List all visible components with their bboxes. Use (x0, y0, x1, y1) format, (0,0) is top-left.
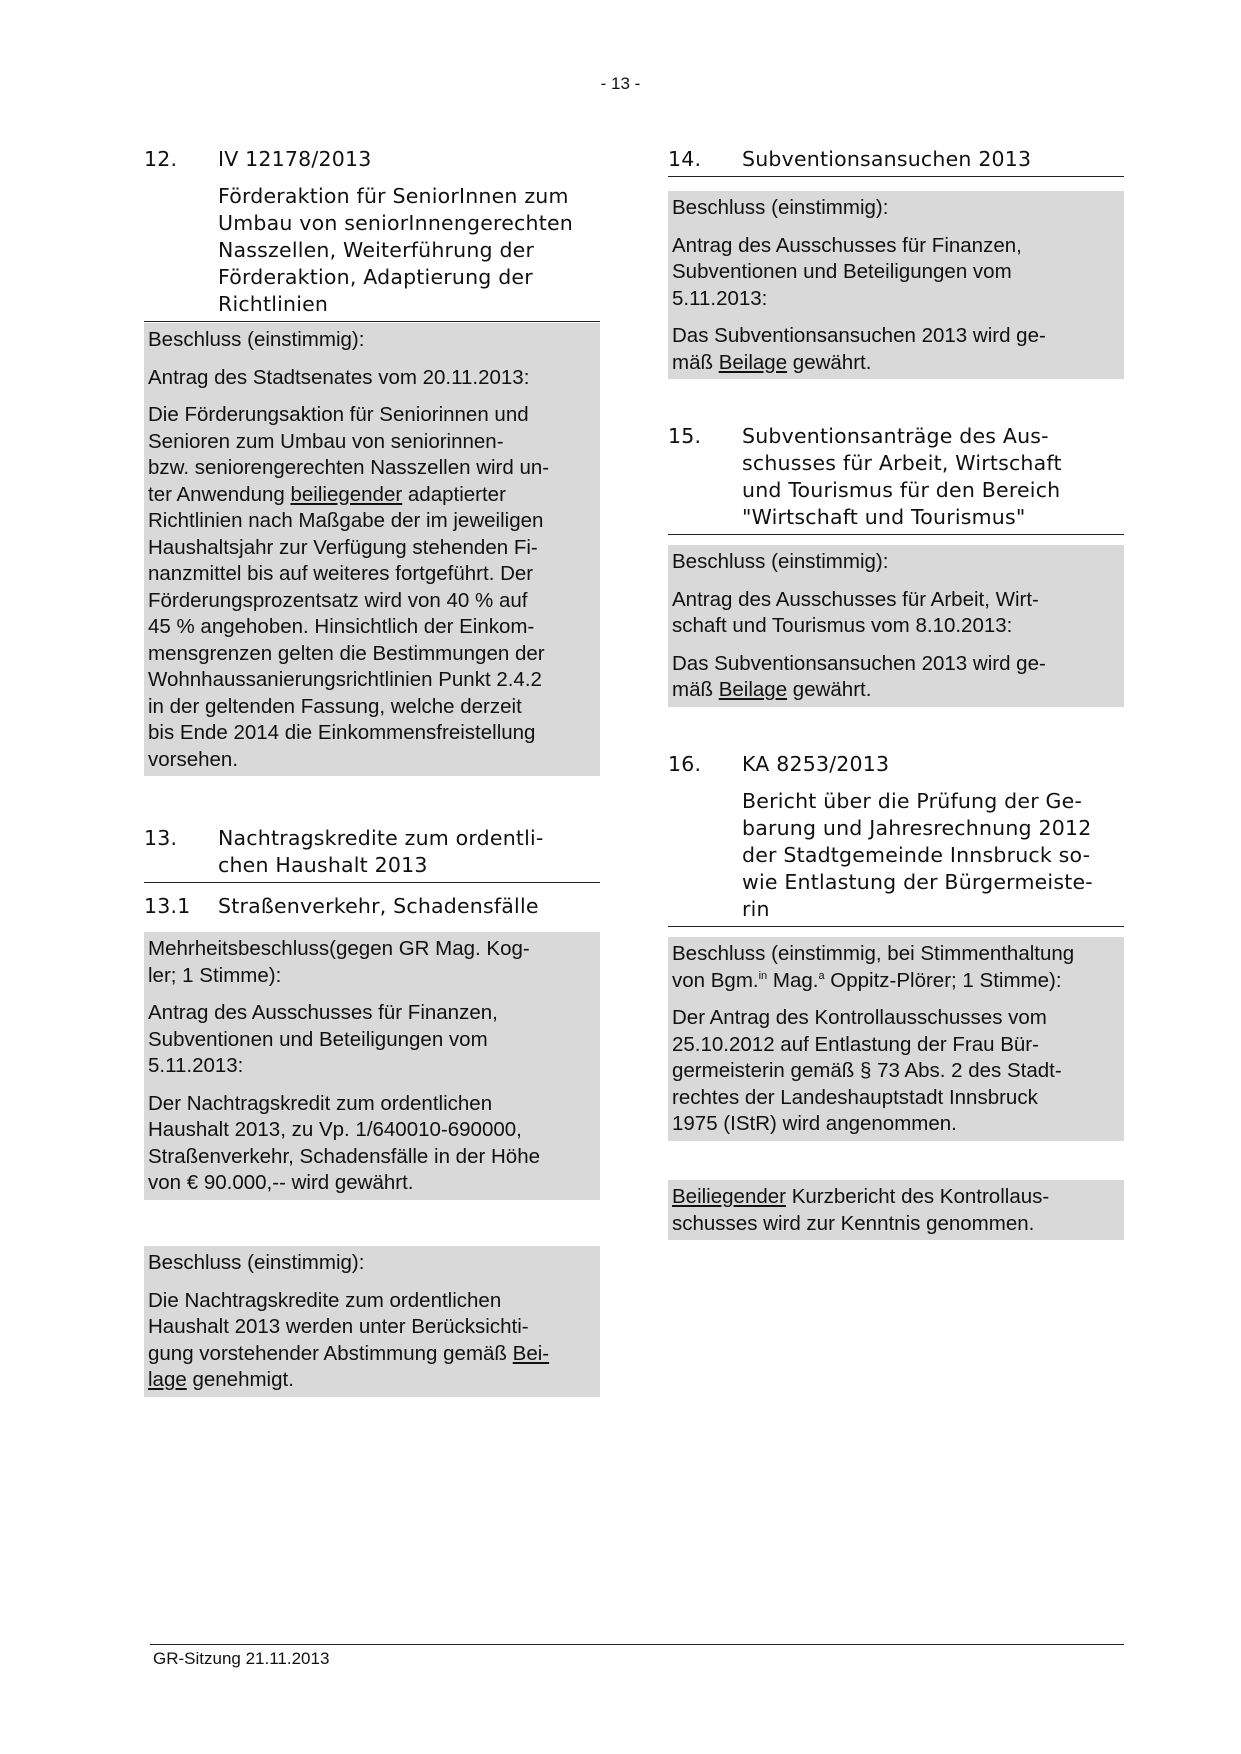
text-line: 5.11.2013: (148, 1054, 244, 1077)
text-line: ler; 1 Stimme): (148, 963, 282, 987)
section-16-note-box (668, 1180, 1124, 1240)
section-15-resolution-box (668, 545, 1124, 707)
text-line: vorsehen. (148, 747, 239, 771)
text-line: adaptierter (407, 482, 506, 506)
section-16-heading (668, 751, 1124, 778)
text-line: in der geltenden Fassung, welche derzeit (148, 694, 522, 718)
text-line: Das Subventionsansuchen 2013 wird ge- (672, 651, 1046, 675)
attachment-link[interactable]: Beilage (718, 678, 788, 701)
title-line: Nachtragskredite zum ordentli- (218, 826, 544, 850)
text-line: Beschluss (einstimmig, bei Stimmenthaltung (672, 942, 1075, 965)
section-16-resolution-box (668, 937, 1124, 1141)
attachment-link[interactable]: beiliegender (290, 482, 403, 506)
subtitle-line: Nasszellen, Weiterführung der (218, 238, 535, 262)
resolution-text (672, 323, 1120, 376)
subsection-number: 13.1 (144, 894, 191, 918)
text-line: schaft und Tourismus vom 8.10.2013: (672, 614, 1013, 637)
text-line: Oppitz-Plörer; 1 Stimme): (830, 968, 1062, 992)
text-line: bis Ende 2014 die Einkommensfreistellung (148, 721, 536, 744)
resolution-text (148, 1288, 596, 1394)
text-line: schusses wird zur Kenntnis genommen. (672, 1211, 1035, 1235)
text-line: Die Nachtragskredite zum ordentlichen (148, 1288, 502, 1312)
text-line: Das Subventionsansuchen 2013 wird ge- (672, 324, 1046, 347)
decision-label: Beschluss (einstimmig): (672, 196, 889, 219)
text-line: mäß (672, 350, 713, 374)
text-line: gewährt. (792, 350, 872, 374)
text-line: Senioren zum Umbau von seniorinnen- (148, 429, 504, 453)
subtitle-line: barung und Jahresrechnung 2012 (742, 816, 1092, 840)
text-line: Straßenverkehr, Schadensfälle in der Höhe (148, 1144, 541, 1168)
text-line: genehmigt. (192, 1368, 294, 1391)
section-13-1-heading (144, 893, 600, 920)
section-15-heading (668, 423, 1124, 535)
section-title: Subventionsansuchen 2013 (742, 147, 1032, 171)
text-line: 45 % angehoben. Hinsichtlich der Einkom- (148, 615, 535, 638)
title-line: "Wirtschaft und Tourismus" (742, 505, 1026, 529)
section-number: 16. (668, 752, 702, 776)
text-line: 5.11.2013: (672, 286, 768, 310)
section-16-note (668, 1180, 1124, 1240)
text-line: Antrag des Ausschusses für Finanzen, (672, 233, 1022, 257)
resolution-text (148, 402, 596, 773)
motion-label (148, 1000, 596, 1080)
text-line: Haushalt 2013, zu Vp. 1/640010-690000, (148, 1118, 522, 1141)
section-15 (668, 423, 1124, 707)
attachment-link[interactable]: Beiliegender (672, 1185, 786, 1208)
text-line: mensgrenzen gelten die Bestimmungen der (148, 641, 545, 665)
text-line: germeisterin gemäß § 73 Abs. 2 des Stadt- (672, 1059, 1062, 1082)
text-line: mäß (672, 678, 713, 701)
footer-divider (150, 1644, 1124, 1645)
title-line: Subventionsanträge des Aus- (742, 424, 1049, 448)
text-line: Antrag des Ausschusses für Arbeit, Wirt- (672, 587, 1039, 611)
resolution-text (672, 1005, 1120, 1138)
section-number: 13. (144, 826, 178, 850)
section-13-heading (144, 825, 600, 883)
attachment-link[interactable]: lage (148, 1368, 187, 1391)
superscript: in (758, 969, 768, 982)
subsection-title: Straßenverkehr, Schadensfälle (218, 894, 539, 918)
text-line: Subventionen und Beteiligungen vom (672, 260, 1012, 283)
footer-text: GR-Sitzung 21.11.2013 (153, 1649, 330, 1668)
resolution-text (672, 651, 1120, 704)
section-title (218, 825, 600, 879)
text-line: nanzmittel bis auf weiteres fortgeführt. Der (148, 562, 534, 585)
section-12 (144, 146, 600, 776)
section-title: IV 12178/2013 (218, 147, 372, 171)
section-13-final (144, 1246, 600, 1397)
section-13 (144, 825, 600, 1200)
subtitle-line: rin (742, 897, 770, 921)
text-line: von Bgm. (672, 968, 759, 992)
section-number: 12. (144, 147, 178, 171)
subtitle-line: wie Entlastung der Bürgermeiste- (742, 870, 1093, 894)
text-line: Subventionen und Beteiligungen vom (148, 1027, 488, 1051)
subtitle-line: Förderaktion, Adaptierung der (218, 265, 533, 289)
text-line: Haushaltsjahr zur Verfügung stehenden Fi- (148, 535, 538, 559)
text-line: 1975 (IStR) wird angenommen. (672, 1112, 957, 1135)
note-text (672, 1184, 1120, 1237)
superscript: a (818, 969, 825, 982)
attachment-link[interactable]: Beilage (718, 350, 788, 374)
section-12-heading (144, 146, 600, 173)
motion-label (672, 587, 1120, 640)
page-number: - 13 - (600, 74, 641, 93)
section-14-resolution-box (668, 191, 1124, 379)
subtitle-line: Bericht über die Prüfung der Ge- (742, 789, 1083, 813)
section-title: KA 8253/2013 (742, 752, 890, 776)
title-line: und Tourismus für den Bereich (742, 478, 1061, 502)
title-line: chen Haushalt 2013 (218, 853, 428, 877)
title-line: schusses für Arbeit, Wirtschaft (742, 451, 1062, 475)
subtitle-line: Richtlinien (218, 292, 329, 316)
subtitle-line: Umbau von seniorInnengerechten (218, 211, 573, 235)
text-line: Wohnhaussanierungsrichtlinien Punkt 2.4.2 (148, 668, 542, 691)
text-line: Der Nachtragskredit zum ordentlichen (148, 1091, 493, 1115)
section-number: 15. (668, 424, 702, 448)
decision-label (148, 936, 596, 989)
attachment-link[interactable]: Bei- (512, 1341, 550, 1365)
text-line: Mehrheitsbeschluss(gegen GR Mag. Kog- (148, 937, 530, 960)
section-title (742, 423, 1124, 531)
section-13-final-resolution-box (144, 1246, 600, 1397)
section-14-heading (668, 146, 1124, 177)
text-line: ter Anwendung (148, 482, 285, 506)
resolution-text (148, 1091, 596, 1197)
text-line: Haushalt 2013 werden unter Berücksichti- (148, 1315, 529, 1338)
section-14 (668, 146, 1124, 379)
text-line: Der Antrag des Kontrollausschusses vom (672, 1006, 1047, 1029)
subtitle-line: Förderaktion für SeniorInnen zum (218, 184, 569, 208)
section-12-resolution-box (144, 323, 600, 776)
decision-label: Beschluss (einstimmig): (148, 1251, 365, 1274)
text-line: gewährt. (792, 678, 872, 701)
section-16-subtitle (668, 788, 1124, 927)
decision-label (672, 941, 1120, 994)
motion-label (672, 233, 1120, 313)
decision-label: Beschluss (einstimmig): (148, 328, 365, 351)
text-line: Die Förderungsaktion für Seniorinnen und (148, 403, 529, 426)
motion-label: Antrag des Stadtsenates vom 20.11.2013: (148, 365, 530, 389)
section-13-1-resolution-box (144, 932, 600, 1200)
section-16 (668, 751, 1124, 1141)
subtitle-line: der Stadtgemeinde Innsbruck so- (742, 843, 1091, 867)
text-line: Kurzbericht des Kontrollaus- (791, 1185, 1050, 1208)
text-line: Antrag des Ausschusses für Finanzen, (148, 1001, 498, 1024)
text-line: bzw. seniorengerechten Nasszellen wird un- (148, 456, 550, 479)
text-line: gung vorstehender Abstimmung gemäß (148, 1341, 507, 1365)
text-line: Mag. (772, 968, 819, 992)
text-line: rechtes der Landeshauptstadt Innsbruck (672, 1085, 1038, 1109)
section-number: 14. (668, 147, 702, 171)
text-line: Richtlinien nach Maßgabe der im jeweiligen (148, 509, 544, 532)
text-line: Förderungsprozentsatz wird von 40 % auf (148, 588, 528, 612)
text-line: von € 90.000,-- wird gewährt. (148, 1171, 414, 1194)
text-line: 25.10.2012 auf Entlastung der Frau Bür- (672, 1032, 1039, 1056)
section-12-subtitle (144, 183, 600, 322)
decision-label: Beschluss (einstimmig): (672, 550, 889, 573)
